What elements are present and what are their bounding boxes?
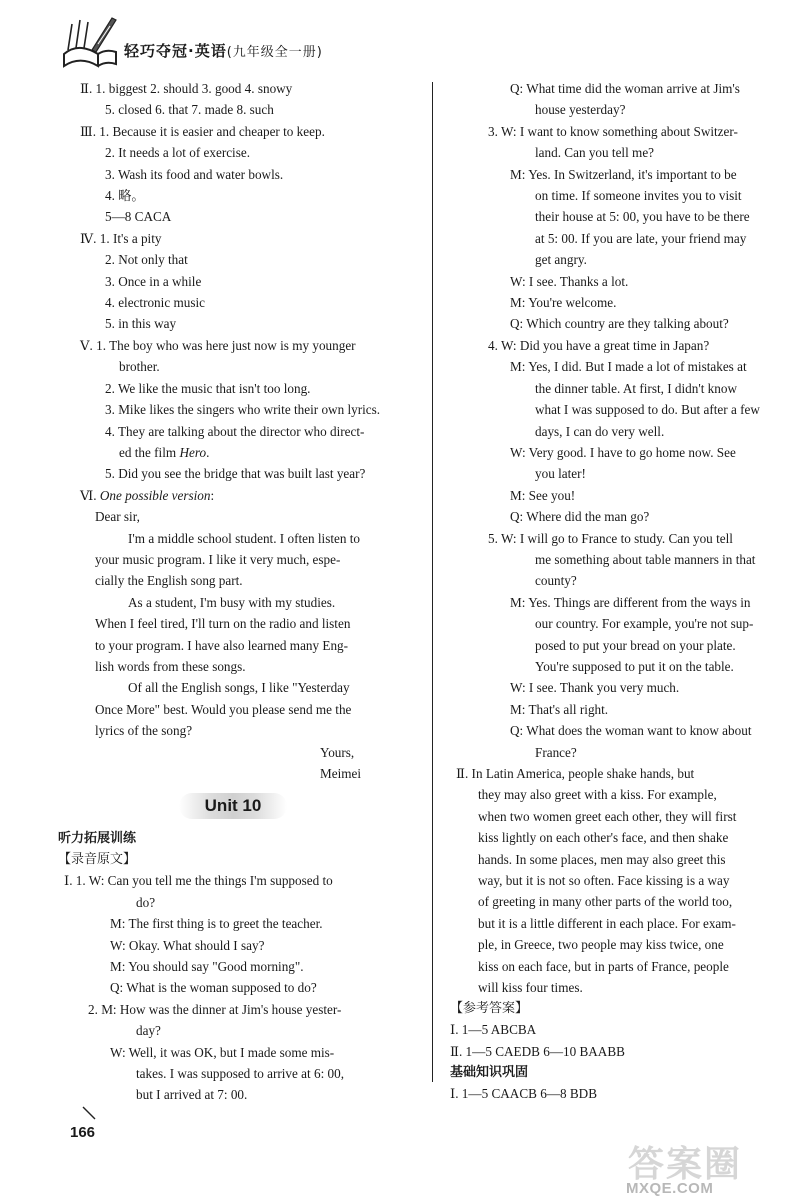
text-line: of greeting in many other parts of the world too,	[478, 894, 733, 910]
text-line: you later!	[535, 466, 586, 482]
basic-knowledge-title: 基础知识巩固	[450, 1065, 529, 1081]
transcript-part1	[58, 870, 408, 1105]
unit-heading	[58, 793, 408, 819]
reference-answers-label: 【参考答案】	[450, 1001, 529, 1017]
listening-section-title: 听力拓展训练	[58, 831, 137, 847]
text-line: Q: What time did the woman arrive at Jim's	[510, 81, 740, 96]
text-line: M: Yes. In Switzerland, it's important to be	[510, 166, 737, 182]
text-line: cially the English song part.	[95, 573, 243, 589]
text-line: on time. If someone invites you to visit	[535, 188, 742, 204]
text-line: 5—8 CACA	[105, 209, 172, 225]
text-line: Ⅵ. One possible version:	[80, 487, 215, 503]
text-line: but it is a little different in each place. For exam-	[478, 915, 736, 931]
text-line: brother.	[119, 359, 160, 375]
transcript-label: 【录音原文】	[58, 852, 137, 868]
text-line: W: I see. Thanks a lot.	[510, 273, 629, 289]
text-line: your music program. I like it very much, espe-	[95, 551, 341, 567]
unit9-answers	[58, 78, 408, 784]
text-line: 5. in this way	[105, 316, 177, 332]
text-line: Q: What is the woman supposed to do?	[110, 980, 317, 996]
text-line: France?	[535, 744, 577, 760]
text-line: Yours,	[320, 744, 355, 760]
book-title-sub: (九年级全一册)	[226, 45, 323, 60]
text-line: get angry.	[535, 252, 587, 268]
book-quill-logo-icon	[58, 14, 120, 70]
text-line: 3. Mike likes the singers who write their own lyrics.	[105, 402, 381, 418]
text-line: 3. W: I want to know something about Switzer-	[488, 123, 738, 139]
text-line: to your program. I have also learned many Eng-	[95, 637, 349, 653]
text-line: lyrics of the song?	[95, 723, 193, 739]
answer-line: Ⅰ. 1—5 CAACB 6—8 BDB	[450, 1086, 597, 1102]
text-line: 2. Not only that	[105, 252, 188, 268]
text-line: takes. I was supposed to arrive at 6: 00,	[136, 1066, 345, 1082]
text-line: their house at 5: 00, you have to be there	[535, 209, 750, 225]
right-column	[450, 78, 790, 1105]
text-line: the dinner table. At first, I didn't know	[535, 380, 737, 396]
answer-line: Ⅱ. 1—5 CAEDB 6—10 BAABB	[450, 1043, 625, 1059]
text-line: hands. In some places, men may also greet this	[478, 851, 726, 867]
text-line: 5. W: I will go to France to study. Can you tell	[488, 530, 733, 546]
text-line: Ⅱ. In Latin America, people shake hands, but	[456, 766, 695, 781]
text-line: county?	[535, 573, 577, 589]
text-line: Ⅲ. 1. Because it is easier and cheaper to keep.	[80, 123, 325, 139]
text-line: our country. For example, you're not sup-	[535, 616, 754, 632]
text-line: Ⅰ. 1. W: Can you tell me the things I'm supposed to	[64, 873, 333, 889]
text-line: at 5: 00. If you are late, your friend may	[535, 230, 747, 246]
text-line: Dear sir,	[95, 509, 140, 525]
text-line: posed to put your bread on your plate.	[535, 637, 736, 653]
text-line: 4. 略。	[105, 188, 145, 204]
text-line: M: Yes. Things are different from the ways in	[510, 594, 751, 610]
text-line: lish words from these songs.	[95, 658, 246, 674]
text-line: what I was supposed to do. But after a few	[535, 402, 760, 418]
answer-line: Ⅰ. 1—5 ABCBA	[450, 1022, 537, 1038]
text-line: 3. Wash its food and water bowls.	[105, 166, 284, 182]
text-line: Ⅳ. 1. It's a pity	[80, 230, 162, 246]
text-line: W: Well, it was OK, but I made some mis-	[110, 1044, 335, 1060]
text-line: 5. closed 6. that 7. made 8. such	[105, 102, 274, 118]
text-line: when two women greet each other, they will first	[478, 808, 737, 824]
text-line: Q: Where did the man go?	[510, 509, 650, 525]
left-column	[58, 78, 408, 1106]
page-number: 166	[70, 1124, 96, 1141]
text-line: Q: What does the woman want to know about	[510, 723, 752, 739]
text-line: they may also greet with a kiss. For example,	[478, 787, 717, 803]
text-line: 4. They are talking about the director who direct-	[105, 423, 365, 439]
text-line: M: You're welcome.	[510, 295, 617, 311]
text-line: I'm a middle school student. I often listen to	[128, 530, 361, 546]
page-header	[58, 14, 418, 70]
text-line: Ⅴ. 1. The boy who was here just now is my younger	[80, 337, 356, 353]
text-line: M: Yes, I did. But I made a lot of mistakes at	[510, 359, 747, 375]
text-line: W: Okay. What should I say?	[110, 937, 265, 953]
book-title-main: 轻巧夺冠·英语	[124, 42, 227, 60]
text-line: W: Very good. I have to go home now. See	[510, 444, 736, 460]
text-line: Meimei	[320, 766, 362, 781]
unit-title: Unit 10	[179, 793, 288, 819]
text-line: but I arrived at 7: 00.	[136, 1087, 248, 1103]
text-line: will kiss four times.	[478, 980, 583, 996]
text-line: M: You should say "Good morning".	[110, 959, 304, 975]
text-line: ple, in Greece, two people may kiss twice, one	[478, 937, 724, 953]
text-line: When I feel tired, I'll turn on the radio and listen	[95, 616, 351, 632]
text-line: 2. M: How was the dinner at Jim's house yester-	[88, 1001, 342, 1017]
text-line: day?	[136, 1023, 161, 1039]
text-line: Of all the English songs, I like "Yesterday	[128, 680, 350, 696]
watermark-logo-text: 答案圈	[628, 1144, 743, 1185]
text-line: me something about table manners in that	[535, 551, 756, 567]
text-line: house yesterday?	[535, 102, 626, 118]
book-title	[124, 40, 323, 61]
text-line: Ⅱ. 1. biggest 2. should 3. good 4. snowy	[80, 81, 293, 96]
text-line: kiss lightly on each other's face, and then shake	[478, 830, 729, 846]
text-line: 4. electronic music	[105, 295, 205, 311]
text-line: 5. Did you see the bridge that was built last year?	[105, 466, 366, 482]
text-line: do?	[136, 894, 156, 910]
text-line: ed the film Hero.	[119, 444, 210, 460]
page-corner-mark-icon	[82, 1106, 96, 1120]
text-line: M: That's all right.	[510, 701, 609, 717]
text-line: days, I can do very well.	[535, 423, 665, 439]
text-line: W: I see. Thank you very much.	[510, 680, 680, 696]
text-line: way, but it is not so often. Face kissing is a way	[478, 873, 730, 889]
watermark-url: MXQE.COM	[626, 1180, 714, 1197]
text-line: You're supposed to put it on the table.	[535, 658, 734, 674]
text-line: Q: Which country are they talking about?	[510, 316, 729, 332]
transcript-continued	[456, 78, 790, 998]
text-line: 2. We like the music that isn't too long.	[105, 380, 311, 396]
text-line: 3. Once in a while	[105, 273, 202, 289]
text-line: 4. W: Did you have a great time in Japan?	[488, 337, 710, 353]
text-line: kiss on each face, but in parts of France, people	[478, 958, 729, 974]
text-line: As a student, I'm busy with my studies.	[128, 594, 336, 610]
text-line: Once More" best. Would you please send me the	[95, 701, 352, 717]
text-line: 2. It needs a lot of exercise.	[105, 145, 251, 161]
text-line: M: The first thing is to greet the teacher.	[110, 916, 323, 932]
text-line: land. Can you tell me?	[535, 145, 655, 161]
text-line: M: See you!	[510, 487, 576, 503]
